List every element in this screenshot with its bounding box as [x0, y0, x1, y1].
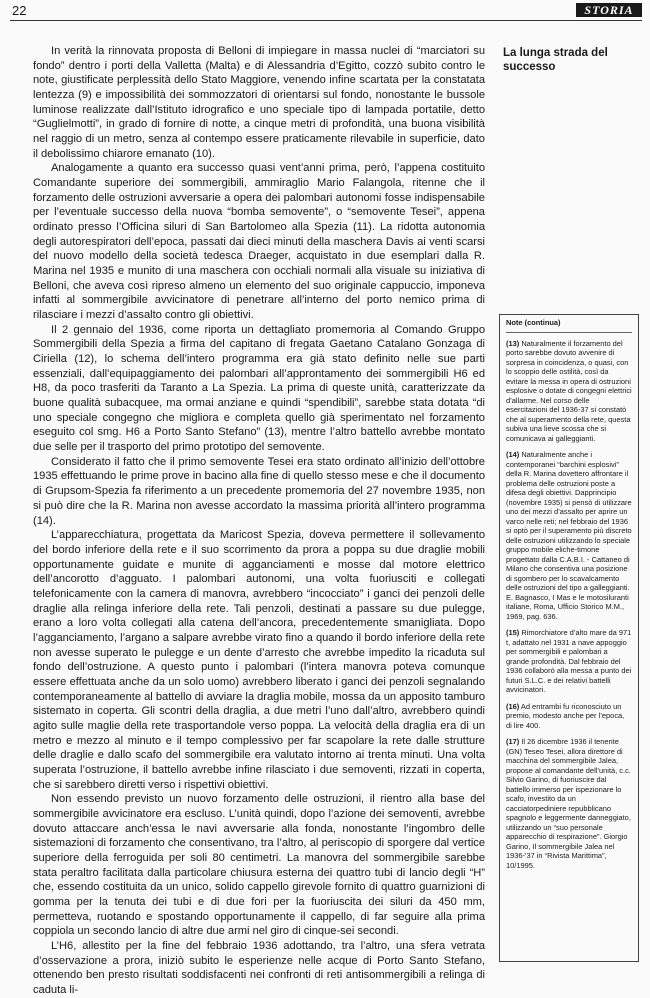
note-item [506, 339, 632, 444]
body-paragraph: Il 2 gennaio del 1936, come riporta un dettagliato promemoria al Comando Gruppo Sommergibili della Spezia a firma del capitano di fregata Gaetano Catalano Gonzaga di Ciriella (12), lo schema dell’intero programma era già stato definito nelle sue parti essenziali, dall’equipaggiamento dei palombari all’approntamento dei sommergibili H6 ed H8, da poco trasferiti da Taranto a La Spezia. La prima di queste unità, caratterizzate da buone qualità subacquee, ma ormai anziane e quindi “spendibili”, sarebbe stata dotata “di uno speciale congegno che migliora e completa quello già sperimentato nel forzamento eseguito col smg. H6 a Porto Santo Stefano” (13), mentre l’altro battello avrebbe montato due selle per il trasporto del primo prototipo del semovente. [33, 323, 485, 454]
note-number: (15) [506, 628, 520, 637]
note-text: Il 26 dicembre 1936 il tenente (GN) Teseo Tesei, allora direttore di macchina del sommergibile Jalea, propose al comandante dell’unità, c.c. Silvio Garino, di fuoriuscire dal battello immerso per ispezionare lo scafo, investito da un cacciatorpediniere repubblicano spagnolo e leggermente danneggiato, utilizzando un “suo personale apparecchio di respirazione”. Giorgio Garino, Il sommergibile Jalea nel 1936-'37 in “Rivista Marittima”, 10/1995. [506, 737, 631, 870]
page-number: 22 [12, 3, 27, 18]
note-number: (14) [506, 450, 520, 459]
notes-heading: Note (continua) [506, 318, 561, 327]
note-number: (13) [506, 338, 520, 348]
body-paragraph: In verità la rinnovata proposta di Belloni di impiegare in massa nuclei di “marciatori su fondo” dentro i porti della Valletta (Malta) e di Alessandria d’Egitto, cozzò subito contro le note, giustificate perplessità dello Stato Maggiore, venendo infine scartata per la constatata lentezza (9) e impossibilità dei sommozzatori di orientarsi sul fondo, nonostante le bussole luminose realizzate dall’Istituto idrografico e uno speciale tipo di lampada portatile, detto “Guglielmotti”, in grado di fornire di notte, a cinque metri di profondità, una buona visibilità nel raggio di un metro, senza al contempo essere praticamente rilevabile in superficie, dato il debolissimo chiarore emanato (10). [33, 45, 485, 160]
body-paragraph: Considerato il fatto che il primo semovente Tesei era stato ordinato all’inizio dell’ottobre 1935 effettuando le prime prove in bacino alla fine di quello stesso mese e che il documento di Grupsom-Spezia fa riferimento a un precedente promemoria del 27 novembre 1935, non si può dire che la R. Marina non avesse accordato la massima priorità all’intero programma (14). [33, 455, 485, 527]
note-text: Naturalmente il forzamento del porto sarebbe dovuto avvenire di sorpresa in coincidenza, o quasi, con lo scoppio delle ostilità, così da evitare la messa in opera di ostruzioni esplosive o dotate di congegni elettrici d’allarme. Nel corso delle esercitazioni del 1936-37 si constatò che al superamento della rete, questa subiva una lieve scossa che si comunicava ai galleggianti. [506, 338, 632, 443]
body-paragraph: L’H6, allestito per la fine del febbraio 1936 adottando, tra l’altro, una sfera vetrata d’osservazione a prora, iniziò subito le esperienze nelle acque di Porto Santo Stefano, ottenendo ben presto risultati soddisfacenti nei confronti di reti antisommergibili a relinga di caduta li- [33, 939, 485, 996]
body-paragraph: Analogamente a quanto era successo quasi vent’anni prima, però, l’appena costituito Comandante superiore dei sommergibili, ammiraglio Mario Falangola, ritenne che il forzamento delle ostruzioni avversarie a opera dei palombari autonomi fosse indispensabile per l’eventuale successo della nuova “bomba semovente”, o “semovente Tesei”, appena ordinato presso l’Officina siluri di San Bartolomeo alla Spezia (11). La ridotta autonomia degli autorespiratori dell’epoca, passati dai dieci minuti della maschera Davis ai venti scarsi del nuovo modello della società tedesca Draeger, acquistato in due esemplari dalla R. Marina nel 1935 e munito di una maschera con occhiali normali alla visuale su iniziativa di Belloni, che aveva così ripreso almeno un elemento del suo originale cappuccio, imponeva infatti al sommergibile avvicinatore di penetrare all’interno del porto nemico prima di rilasciare i mezzi d’assalto contro gli obiettivi. [33, 162, 485, 322]
magazine-logo: STORIA [576, 3, 642, 17]
header-rule [10, 20, 642, 21]
note-item [506, 702, 632, 731]
note-item [506, 737, 632, 870]
body-paragraph: Non essendo previsto un nuovo forzamento delle ostruzioni, il rientro alla base del sommergibile avvicinatore era escluso. L’unità quindi, dopo l’azione dei semoventi, avrebbe dovuto attaccare anch’essa le navi avversarie alla fonda, nonostante l’ingombro delle sistemazioni di forzamento che consentivano, tra l’altro, al periscopio di sporgere dal vertice superiore della ferroguida per soli 80 centimetri. La manovra del sommergibile sarebbe stata peraltro facilitata dalla particolare chiusura esterna dei quattro tubi di lancio degli “H” che, essendo costituita da un unico, solido cappello girevole fornito di quattro guarnizioni di gomma per la tenuta dei tubi e di due fori per la fuoriuscita dei siluri da 450 mm, permetteva, ruotando e spostando opportunamente il cappello, di far seguire alla prima coppiola un secondo lancio di altre due armi nel giro di cinque-sei secondi. [33, 793, 485, 938]
notes-box [499, 314, 639, 962]
note-text: Ad entrambi fu riconosciuto un premio, modesto anche per l’epoca, di lire 400. [506, 701, 625, 730]
note-text: Naturalmente anche i contemporanei “barchini esplosivi” della R. Marina dovettero affrontare il problema delle ostruzioni poste a difesa degli obiettivi. Dapprincipio (novembre 1935) si pensò di utilizzare uno dei mezzi d’assalto per aprire un varco nelle reti; nel febbraio del 1936 si optò per il superamento più discreto delle ostruzioni utilizzando lo speciale gruppo mobile eliche-timone progettato dalla C.A.B.I. - Cattaneo di Milano che consentiva una posizione di sgombero per lo scavalcamento delle ostruzioni del tipo a galleggianti. E. Bagnasco, I Mas e le motosiluranti italiane, Roma, Ufficio Storico M.M., 1969, pag. 636. [506, 450, 632, 621]
note-text: Rimorchiatore d’alto mare da 971 t, adattato nel 1931 a nave appoggio per sommergibili e palombari a grande profondità. Dal febbraio del 1936 collaborò alla messa a punto dei futuri S.L.C. e dei relativi battelli avvicinatori. [506, 628, 632, 694]
notes-divider [506, 332, 632, 333]
article-body [33, 44, 485, 996]
sidebar-title: La lunga strada del successo [503, 47, 608, 73]
note-number: (17) [506, 737, 520, 746]
note-number: (16) [506, 701, 520, 711]
body-paragraph: L’apparecchiatura, progettata da Maricost Spezia, doveva permettere il sollevamento del bordo inferiore della rete e il suo scorrimento da prora a poppa su due draglie mobili opportunamente guidate e munite di agganciamenti e mosse dal motore elettrico dell’ancorotto d’agguato. I palombari autonomi, una volta fuoriusciti e collegati telefonicamente con la camera di manovra, avrebbero “incocciato” i ganci dei penzoli delle draglie alla relinga inferiore della rete. Tali penzoli, destinati a passare su due pulegge, erano a loro volta collegati alla catena dell’ancora, precedentemente smanigliata. Dopo l’agganciamento, l’argano a salpare avrebbe virato fino a quando il bordo inferiore della rete non avesse superato le pulegge e un dente d’arresto che avrebbe impedito la ricaduta sul fondo dell’ostruzione. A questo punto i palombari (l’intera manovra poteva comunque essere effettuata anche da un solo uomo) avrebbero liberato i ganci dei penzoli segnalando contemporaneamente al battello di avviare la draglia mobile, mossa da un apposito tamburo sistemato in coperta. Gli scontri della draglia, a due metri l’uno dall’altro, avrebbero quindi agito sulle maglie della rete trasportandole verso poppa. La velocità della draglia era di un metro e mezzo al minuto e il tempo complessivo per far scapolare la rete dalle strutture delle draglie e dallo scafo del sommergibile era valutato intorno ai trenta minuti. Una volta superata l’ostruzione, il battello avrebbe infine rilasciato i due semoventi, rizzati in coperta, che si sarebbero diretti verso i rispettivi obiettivi. [33, 529, 485, 791]
note-item [506, 628, 632, 695]
note-item [506, 450, 632, 621]
